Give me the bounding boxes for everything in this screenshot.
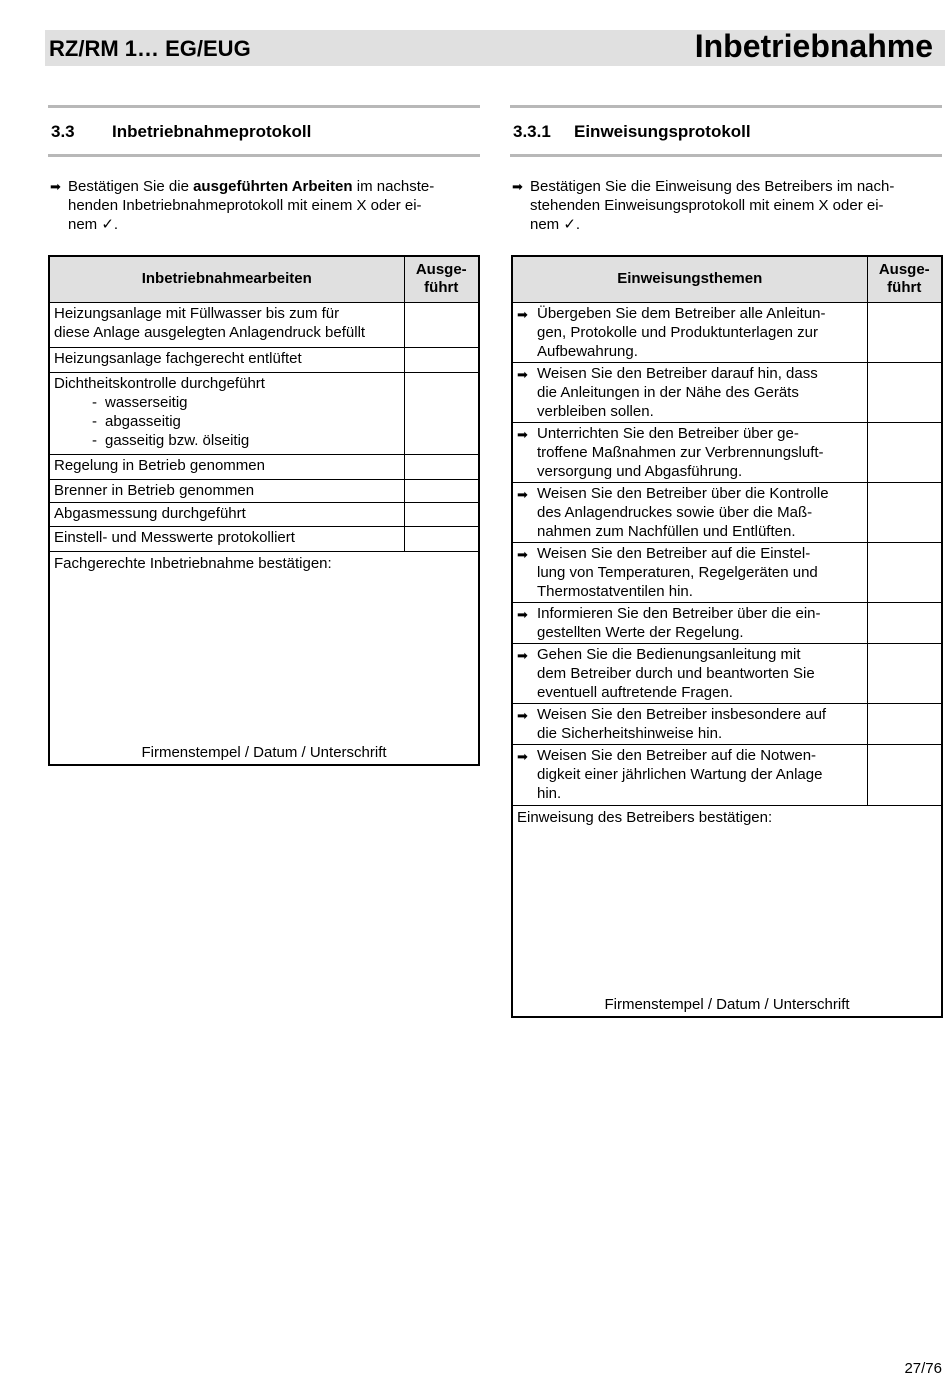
table-row — [512, 602, 942, 643]
table-row: Brenner in Betrieb genommen — [49, 479, 479, 502]
sub-item: - wasserseitig — [92, 393, 188, 411]
list-item: ➡ Weisen Sie den Betreiber auf die Notwen- digkeit einer jährlichen Wartung der Anlage hin. — [517, 746, 823, 802]
intro-line: Bestätigen Sie die Einweisung des Betreibers im nach- — [530, 178, 895, 195]
instruction-table — [511, 255, 943, 1018]
section-3-3-1 — [510, 105, 942, 234]
signature-field[interactable]: Fachgerechte Inbetriebnahme bestätigen: Firmenstempel / Datum / Unterschrift — [49, 551, 479, 765]
sub-item: - gasseitig bzw. ölseitig — [92, 431, 250, 449]
arrow-right-icon: ➡ — [517, 606, 528, 622]
intro-pre: Bestätigen Sie die — [68, 178, 194, 195]
signature-field[interactable]: Einweisung des Betreibers bestätigen: Firmenstempel / Datum / Unterschrift — [512, 805, 942, 1017]
table-row: Abgasmessung durchgeführt — [49, 502, 479, 526]
commissioning-table — [48, 255, 480, 766]
list-item: ➡ Weisen Sie den Betreiber auf die Einstel- lung von Temperaturen, Regelgeräten und Thermostatventilen hin. — [517, 544, 818, 600]
intro-line: nem ✓. — [68, 216, 119, 233]
confirm-row — [512, 805, 942, 1017]
check-cell[interactable] — [404, 526, 479, 551]
table-row — [512, 362, 942, 422]
check-cell[interactable] — [404, 454, 479, 479]
page-header — [45, 30, 945, 66]
check-cell[interactable] — [404, 372, 479, 454]
intro-post: im nachste- — [352, 178, 435, 195]
list-item: ➡ Informieren Sie den Betreiber über die ein- gestellten Werte der Regelung. — [517, 604, 821, 641]
section-title: Einweisungsprotokoll — [574, 122, 751, 141]
list-item: ➡ Weisen Sie den Betreiber darauf hin, dass die Anleitungen in der Nähe des Geräts verbleiben sollen. — [517, 364, 818, 420]
check-cell[interactable] — [404, 347, 479, 372]
table-row — [512, 542, 942, 602]
check-cell[interactable] — [867, 703, 942, 744]
table-header: Inbetriebnahmearbeiten — [49, 256, 404, 302]
check-cell[interactable] — [867, 643, 942, 703]
arrow-right-icon: ➡ — [517, 366, 528, 382]
arrow-right-icon: ➡ — [512, 179, 523, 194]
section-number: 3.3.1 — [513, 122, 551, 141]
section-number: 3.3 — [51, 122, 75, 141]
sub-item: - abgasseitig — [92, 412, 181, 430]
table-row: Dichtheitskontrolle durchgeführt - wasserseitig - abgasseitig - gasseitig bzw. ölseitig — [49, 372, 479, 454]
check-cell[interactable] — [867, 744, 942, 805]
intro-bold: ausgeführten Arbeiten — [193, 178, 353, 195]
list-item: ➡ Gehen Sie die Bedienungsanleitung mit dem Betreiber durch und beantworten Sie eventuell auftretende Fragen. — [517, 645, 815, 701]
table-row: Einstell- und Messwerte protokolliert — [49, 526, 479, 551]
check-cell[interactable] — [404, 502, 479, 526]
section-heading — [510, 105, 942, 157]
intro-text — [48, 177, 480, 234]
check-cell[interactable] — [867, 422, 942, 482]
list-item: ➡ Unterrichten Sie den Betreiber über ge- troffene Maßnahmen zur Verbrennungsluft- versorgung und Abgasführung. — [517, 424, 824, 480]
check-cell[interactable] — [867, 482, 942, 542]
arrow-right-icon: ➡ — [50, 179, 61, 194]
intro-line: nem ✓. — [530, 216, 581, 233]
table-row — [512, 422, 942, 482]
arrow-right-icon: ➡ — [517, 647, 528, 663]
table-row: Heizungsanlage mit Füllwasser bis zum für diese Anlage ausgelegten Anlagendruck befüllt — [49, 302, 479, 347]
check-header: Ausge- führt — [404, 256, 479, 302]
intro-line: stehenden Einweisungsprotokoll mit einem X oder ei- — [530, 197, 884, 214]
list-item: ➡ Übergeben Sie dem Betreiber alle Anleitun- gen, Protokolle und Produktunterlagen zur Aufbewahrung. — [517, 304, 826, 360]
section-heading — [48, 105, 480, 157]
table-row — [512, 744, 942, 805]
check-cell[interactable] — [404, 479, 479, 502]
table-row — [512, 482, 942, 542]
check-cell[interactable] — [867, 542, 942, 602]
table-row — [512, 643, 942, 703]
check-header: Ausge- führt — [867, 256, 942, 302]
arrow-right-icon: ➡ — [517, 707, 528, 723]
table-row — [512, 302, 942, 362]
check-cell[interactable] — [867, 362, 942, 422]
check-cell[interactable] — [867, 302, 942, 362]
model-title: RZ/RM 1… EG/EUG — [49, 36, 251, 61]
section-title: Inbetriebnahmeprotokoll — [112, 122, 312, 141]
intro-text — [510, 177, 942, 234]
arrow-right-icon: ➡ — [517, 426, 528, 442]
check-cell[interactable] — [867, 602, 942, 643]
list-item: ➡ Weisen Sie den Betreiber über die Kontrolle des Anlagendruckes sowie über die Maß- nahmen zum Nachfüllen und Entlüften. — [517, 484, 829, 540]
table-row — [512, 703, 942, 744]
section-3-3 — [48, 105, 480, 234]
chapter-title: Inbetriebnahme — [694, 28, 933, 64]
list-item: ➡ Weisen Sie den Betreiber insbesondere auf die Sicherheitshinweise hin. — [517, 705, 827, 742]
check-cell[interactable] — [404, 302, 479, 347]
page-number: 27/76 — [904, 1360, 942, 1377]
table-header: Einweisungsthemen — [512, 256, 867, 302]
arrow-right-icon: ➡ — [517, 748, 528, 764]
intro-line: henden Inbetriebnahmeprotokoll mit einem X oder ei- — [68, 197, 422, 214]
table-row: Heizungsanlage fachgerecht entlüftet — [49, 347, 479, 372]
table-row: Regelung in Betrieb genommen — [49, 454, 479, 479]
arrow-right-icon: ➡ — [517, 486, 528, 502]
arrow-right-icon: ➡ — [517, 546, 528, 562]
confirm-row — [49, 551, 479, 765]
arrow-right-icon: ➡ — [517, 306, 528, 322]
